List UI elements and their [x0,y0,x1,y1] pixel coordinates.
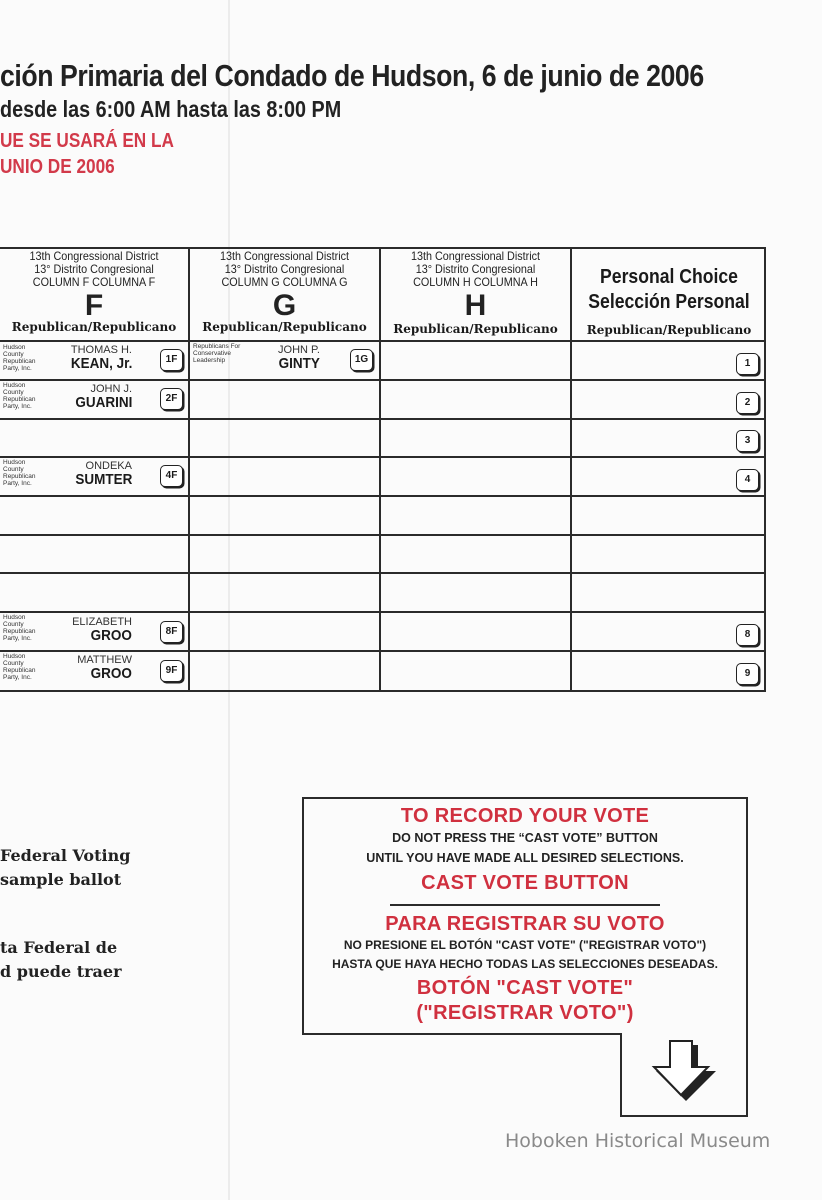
ballot-grid [0,247,766,692]
candidate-first-name: JOHN P. [278,344,320,356]
instruction-box [302,797,746,1117]
personal-choice-key-4[interactable]: 4 [736,469,759,491]
museum-watermark: Hoboken Historical Museum [505,1130,771,1152]
column-label: COLUMN H COLUMNA H [413,275,538,289]
side-text-line2: sample ballot [0,870,122,889]
column-district-es: 13° Distrito Congresional [34,262,154,276]
column-g-party: Republican/Republicano [202,320,367,334]
registrar-voto-title: PARA REGISTRAR SU VOTO [385,913,665,935]
sample-ballot-notice-line2: UNIO DE 2006 [0,156,115,178]
column-h-header [381,250,570,321]
column-h-party: Republican/Republicano [393,322,558,336]
registrar-voto-button-label: ("REGISTRAR VOTO") [416,1002,634,1024]
candidate-organization: Republicans For Conservative Leadership [193,343,241,364]
record-vote-line2: UNTIL YOU HAVE MADE ALL DESIRED SELECTIONS. [366,851,684,865]
personal-choice-key-3[interactable]: 3 [736,430,759,452]
candidate-first-name: THOMAS H. [70,344,132,356]
candidate-first-name: ELIZABETH [72,616,132,628]
candidate-last-name: GROO [90,665,132,682]
boton-cast-vote-label: BOTÓN "CAST VOTE" [416,977,634,999]
ballot-key-9f[interactable]: 9F [160,660,183,682]
column-f-party: Republican/Republicano [11,320,177,334]
sample-ballot-notice-line1: UE SE USARÁ EN LA [0,130,174,152]
record-vote-line1: DO NOT PRESS THE “CAST VOTE” BUTTON [392,831,658,845]
personal-choice-key-8[interactable]: 8 [736,624,759,646]
candidate-last-name: GROO [90,627,132,644]
candidate-organization: Hudson County Republican Party, Inc. [3,614,36,642]
column-letter: H [464,289,487,322]
ballot-key-1g[interactable]: 1G [350,349,373,371]
column-label: COLUMN G COLUMNA G [221,275,348,289]
record-vote-title: TO RECORD YOUR VOTE [400,805,650,827]
side-text-line4: d puede traer [0,962,122,981]
candidate-last-name: GINTY [278,355,320,372]
side-text-line1: Federal Voting [0,846,131,865]
column-district-en: 13th Congressional District [29,249,159,263]
cast-vote-button-label: CAST VOTE BUTTON [421,872,629,894]
registrar-voto-line1: NO PRESIONE EL BOTÓN "CAST VOTE" ("REGISTRAR VOTO") [343,938,707,952]
ballot-key-4f[interactable]: 4F [160,465,183,487]
personal-choice-title-es: Selección Personal [588,291,750,313]
candidate-organization: Hudson County Republican Party, Inc. [3,653,36,681]
personal-choice-title-en: Personal Choice [600,266,738,288]
candidate-organization: Hudson County Republican Party, Inc. [3,344,36,372]
down-arrow-icon [646,1037,726,1107]
column-district-es: 13° Distrito Congresional [224,262,345,276]
polling-hours: desde las 6:00 AM hasta las 8:00 PM [0,96,342,122]
personal-choice-key-9[interactable]: 9 [736,663,759,685]
column-district-es: 13° Distrito Congresional [415,262,536,276]
personal-choice-party: Republican/Republicano [586,323,752,337]
candidate-last-name: SUMTER [74,471,132,488]
candidate-first-name: ONDEKA [85,460,132,472]
ballot-key-2f[interactable]: 2F [160,388,183,410]
side-text-line3: ta Federal de [0,938,118,957]
column-letter: G [272,289,297,322]
column-g-header [190,250,379,321]
ballot-key-1f[interactable]: 1F [160,349,183,371]
ballot-key-8f[interactable]: 8F [160,621,183,643]
column-district-en: 13th Congressional District [410,249,541,263]
candidate-last-name: GUARINI [74,394,132,411]
personal-choice-key-1[interactable]: 1 [736,353,759,375]
candidate-last-name: KEAN, Jr. [70,355,132,372]
personal-choice-key-2[interactable]: 2 [736,392,759,414]
candidate-first-name: JOHN J. [90,383,132,395]
registrar-voto-line2: HASTA QUE HAYA HECHO TODAS LAS SELECCIONES DESEADAS. [332,957,718,971]
candidate-first-name: MATTHEW [77,654,132,666]
column-letter: F [84,289,104,322]
page-title: ción Primaria del Condado de Hudson, 6 de junio de 2006 [0,58,704,93]
candidate-organization: Hudson County Republican Party, Inc. [3,382,36,410]
column-f-header [0,250,188,321]
column-label: COLUMN F COLUMNA F [32,275,156,289]
column-district-en: 13th Congressional District [219,249,350,263]
candidate-organization: Hudson County Republican Party, Inc. [3,459,36,487]
